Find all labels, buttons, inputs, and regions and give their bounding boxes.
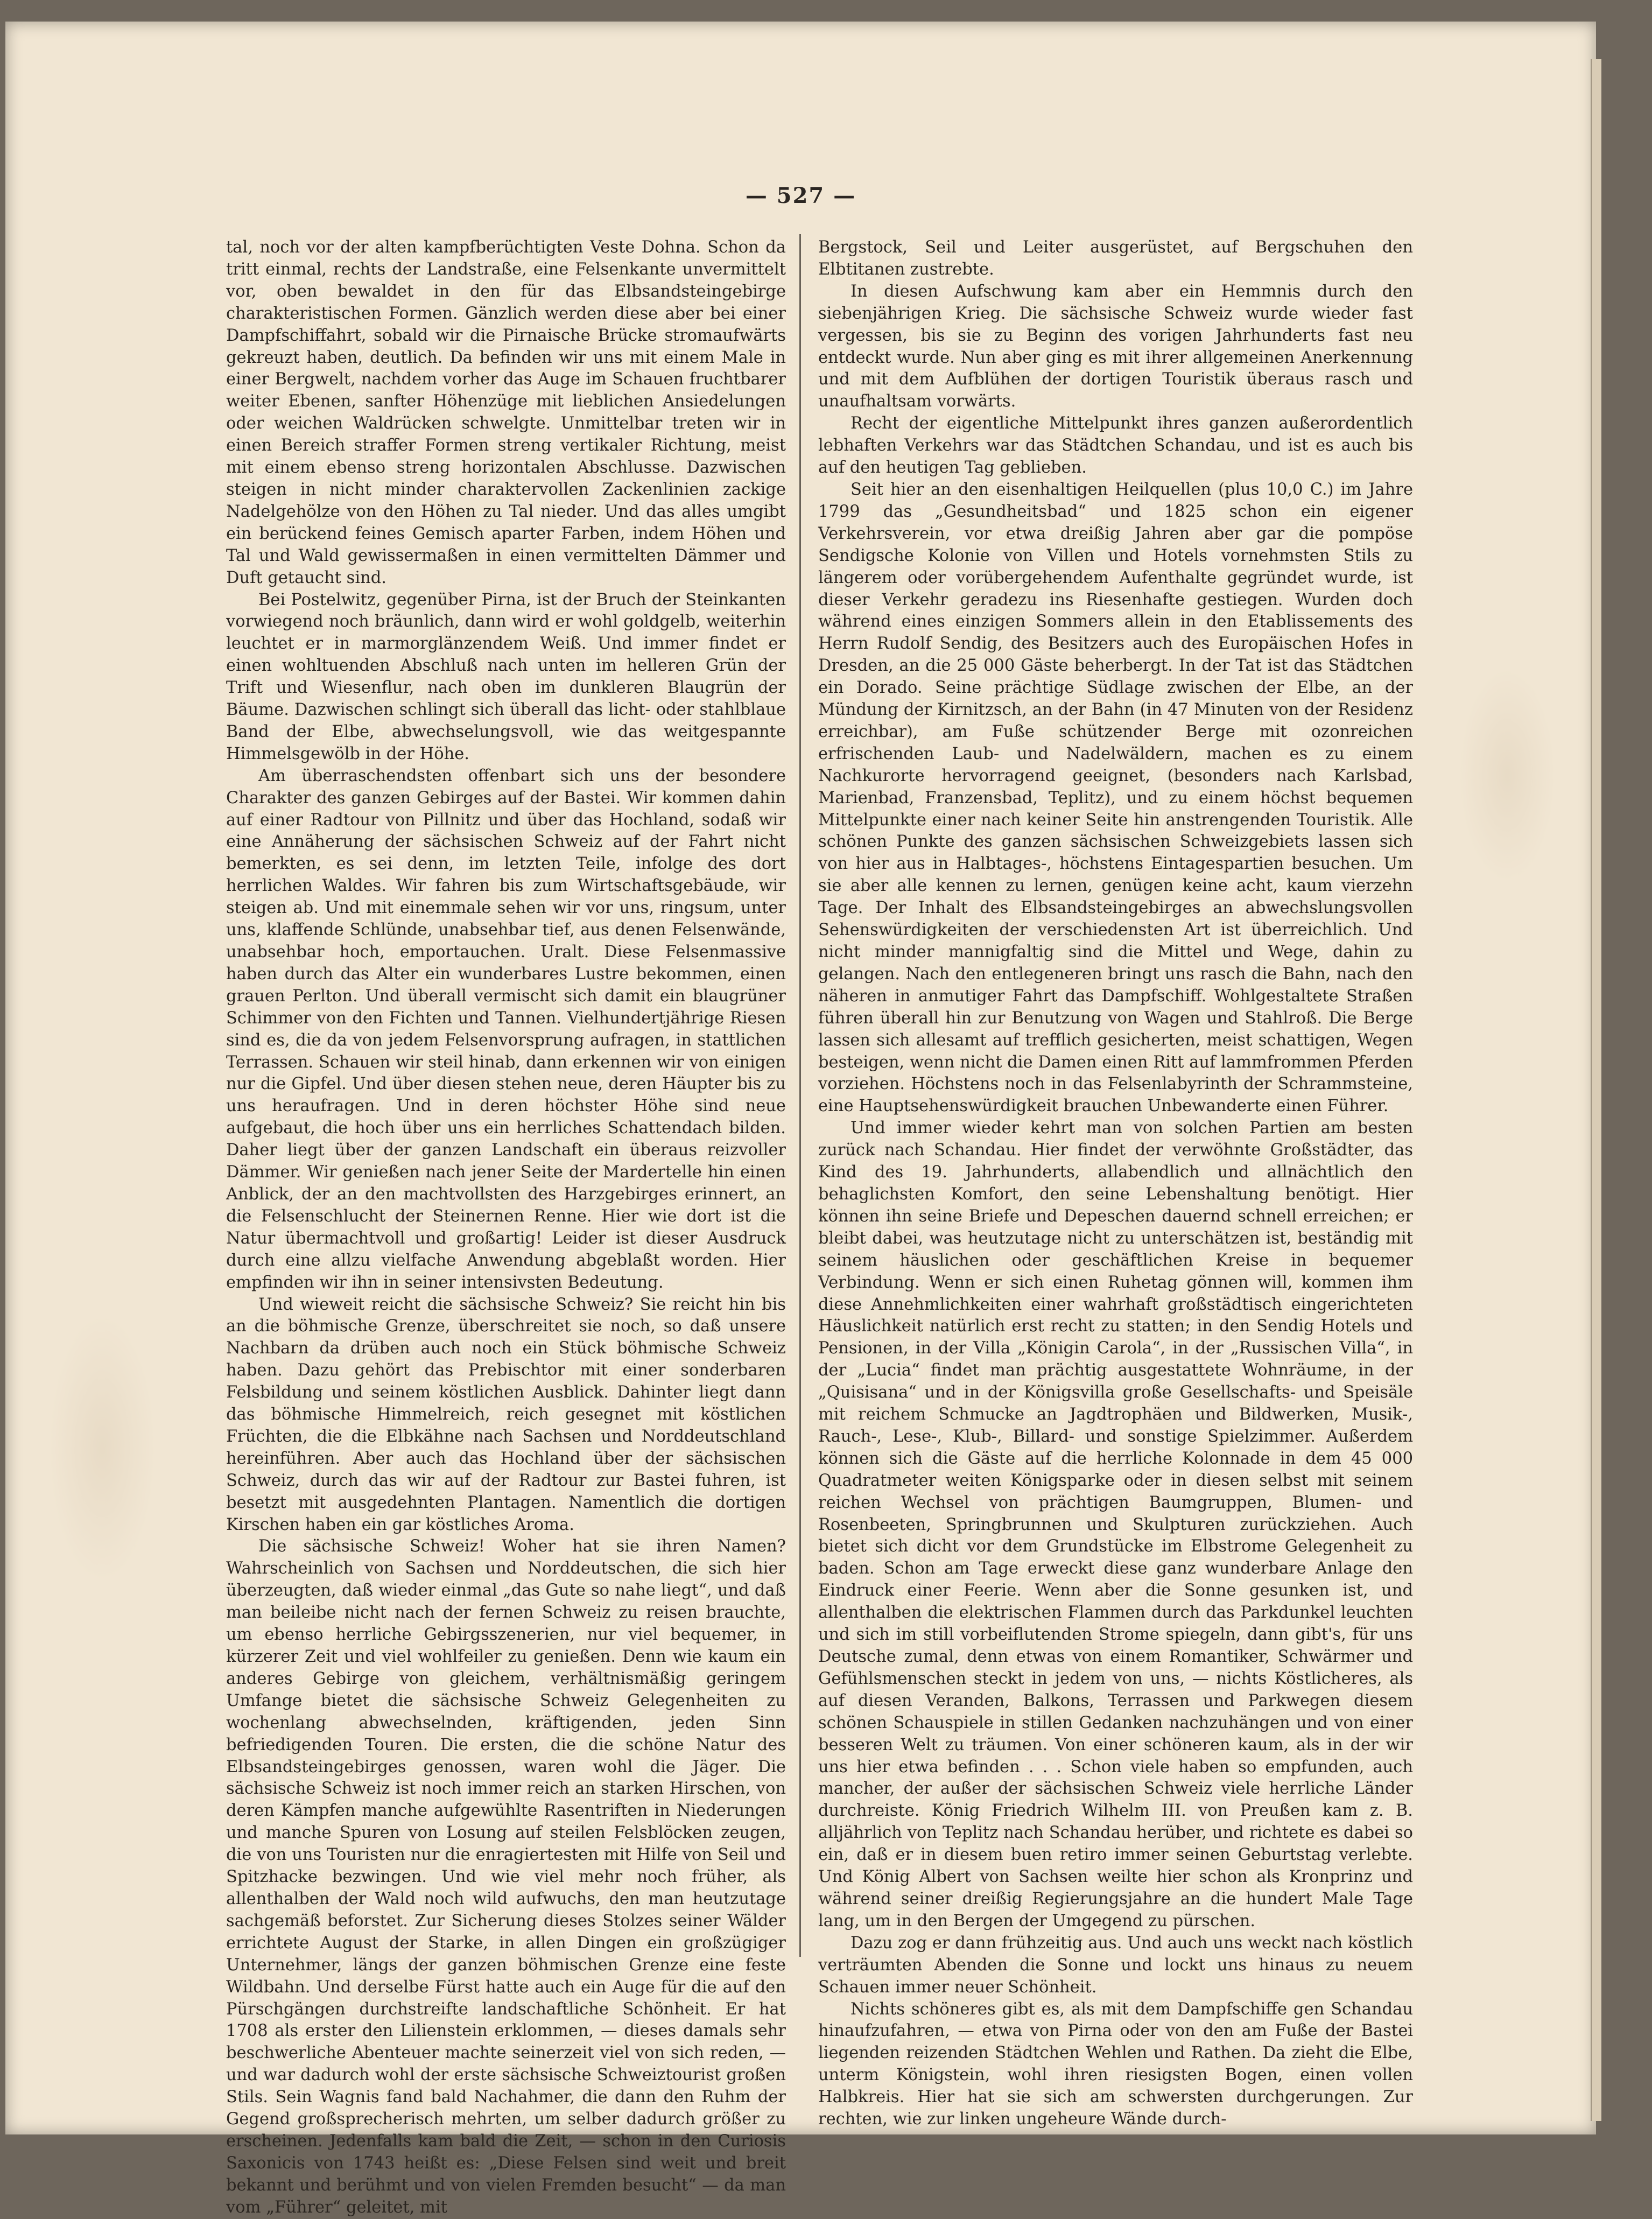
paragraph: Seit hier an den eisenhaltigen Heilquellen (plus 10,0 C.) im Jahre 1799 das „Gesundheitsbad“ und 1825 schon ein eigener Verkehrsverein, vor etwa dreißig Jahren aber gar die pompöse Sendigsche Kolonie von Villen und Hotels vornehmsten Stils zu längerem oder vorübergehendem Aufenthalte gegründet wurde, ist dieser Verkehr geradezu ins Riesenhafte gestiegen. Wurden doch während eines einzigen Sommers allein in den Etablissements des Herrn Rudolf Sendig, des Besitzers auch des Europäischen Hofes in Dresden, an die 25 000 Gäste beherbergt. In der Tat ist das Städtchen ein Dorado. Seine prächtige Südlage zwischen der Elbe, an der Mündung der Kirnitzsch, an der Bahn (in 47 Minuten von der Residenz erreichbar), am Fuße schützender Berge mit ozonreichen erfrischenden Laub- und Nadelwäldern, machen es zu einem Nachkurorte hervorragend geeignet, (besonders nach Karlsbad, Marienbad, Franzensbad, Teplitz), und zu einem höchst bequemen Mittelpunkte einer nach keiner Seite hin anstrengenden Touristik. Alle schönen Punkte des ganzen sächsischen Schweizgebiets lassen sich von hier aus in Halbtages-, höchstens Eintagespartien besuchen. Um sie aber alle kennen zu lernen, genügen keine acht, kaum vierzehn Tage. Der Inhalt des Elbsandsteingebirges an abwechslungsvollen Sehenswürdigkeiten der verschiedensten Art ist überreichlich. Und nicht minder mannigfaltig sind die Mittel und Wege, dahin zu gelangen. Nach den entlegeneren bringt uns rasch die Bahn, nach den näheren in anmutiger Fahrt das Dampfschiff. Wohlgestaltete Straßen führen überall hin zur Benutzung von Wagen und Stahlroß. Die Berge lassen sich allesamt auf trefflich gesicherten, meist schattigen, Wegen besteigen, wenn nicht die Damen einen Ritt auf lammfrommen Pferden vorziehen. Höchstens noch in das Felsenlabyrinth der Schrammsteine, eine Hauptsehenswürdigkeit brauchen Unbewanderte einen Führer.	[818, 480, 1413, 1116]
left-column	[226, 237, 786, 2217]
paragraph: tal, noch vor der alten kampfberüchtigten Veste Dohna. Schon da tritt einmal, rechts der Landstraße, eine Felsenkante unvermittelt vor, oben bewaldet in den für das Elbsandsteingebirge charakteristischen Formen. Gänzlich werden diese aber bei einer Dampfschiffahrt, sobald wir die Pirnaische Brücke stromaufwärts gekreuzt haben, deutlich. Da befinden wir uns mit einem Male in einer Bergwelt, nachdem vorher das Auge im Schauen fruchtbarer weiter Ebenen, sanfter Höhenzüge mit lieblichen Ansiedelungen oder weichen Waldrücken schwelgte. Unmittelbar treten wir in einen Bereich straffer Formen streng vertikaler Richtung, meist mit einem ebenso streng horizontalen Abschlusse. Dazwischen steigen in nicht minder charaktervollen Zackenlinien zackige Nadelgehölze von den Höhen zu Tal nieder. Und das alles umgibt ein berückend feines Gemisch aparter Farben, indem Höhen und Tal und Wald gewissermaßen in einen vermittelten Dämmer und Duft getaucht sind.	[226, 238, 786, 587]
page-edge	[1591, 59, 1601, 2121]
paragraph: Dazu zog er dann frühzeitig aus. Und auch uns weckt nach köstlich verträumten Abenden die Sonne und lockt uns hinaus zu neuem Schauen immer neuer Schönheit.	[818, 1933, 1413, 1997]
paragraph: Und wieweit reicht die sächsische Schweiz? Sie reicht hin bis an die böhmische Grenze, überschreitet sie noch, so daß unsere Nachbarn da drüben auch noch ein Stück böhmische Schweiz haben. Dazu gehört das Prebischtor mit einer sonderbaren Felsbildung und seinem köstlichen Ausblick. Dahinter liegt dann das böhmische Himmelreich, reich gesegnet mit köstlichen Früchten, die die Elbkähne nach Sachsen und Norddeutschland hereinführen. Aber auch das Hochland über der sächsischen Schweiz, durch das wir auf der Radtour zur Bastei fuhren, ist besetzt mit ausgedehnten Plantagen. Namentlich die dortigen Kirschen haben ein gar köstliches Aroma.	[226, 1295, 786, 1534]
paragraph: Recht der eigentliche Mittelpunkt ihres ganzen außerordentlich lebhaften Verkehrs war das Städtchen Schandau, und ist es auch bis auf den heutigen Tag geblieben.	[818, 414, 1413, 477]
paragraph: Nichts schöneres gibt es, als mit dem Dampfschiffe gen Schandau hinaufzufahren, — etwa von Pirna oder von den am Fuße der Bastei liegenden reizenden Städtchen Wehlen und Rathen. Da zieht die Elbe, unterm Königstein, wohl ihren riesigsten Bogen, einen vollen Halbkreis. Hier hat sie sich am schwersten durchgerungen. Zur rechten, wie zur linken ungeheure Wände durch-	[818, 1999, 1413, 2129]
newspaper-page	[5, 22, 1596, 2217]
paper-stain	[1459, 668, 1556, 883]
page-number: — 527 —	[745, 183, 856, 208]
column-divider	[799, 234, 801, 1957]
paper-stain	[48, 1314, 156, 1583]
paragraph: Bergstock, Seil und Leiter ausgerüstet, auf Bergschuhen den Elbtitanen zustrebte.	[818, 238, 1413, 279]
paragraph: Und immer wieder kehrt man von solchen Partien am besten zurück nach Schandau. Hier findet der verwöhnte Großstädter, das Kind des 19. Jahrhunderts, allabendlich und allnächtlich den behaglichsten Komfort, den seine Lebenshaltung benötigt. Hier können ihn seine Briefe und Depeschen dauernd schnell erreichen; er bleibt dabei, was heutzutage nicht zu unterschätzen ist, beständig mit seinem häuslichen oder geschäftlichen Kreise in bequemer Verbindung. Wenn er sich einen Ruhetag gönnen will, kommen ihm diese Annehmlichkeiten einer wahrhaft großstädtisch eingerichteten Häuslichkeit natürlich erst recht zu statten; in den Sendig Hotels und Pensionen, in der Villa „Königin Carola“, in der „Russischen Villa“, in der „Lucia“ findet man prächtig ausgestattete Wohnräume, in der „Quisisana“ und in der Königsvilla große Gesellschafts- und Speisäle mit reichem Schmucke an Jagdtrophäen und Bildwerken, Musik-, Rauch-, Lese-, Klub-, Billard- und sonstige Spielzimmer. Außerdem können sich die Gäste auf die herrliche Kolonnade in dem 45 000 Quadratmeter weiten Königsparke oder in diesen selbst mit seinem reichen Wechsel von prächtigen Baumgruppen, Blumen- und Rosenbeeten, Springbrunnen und Skulpturen zurückziehen. Auch bietet sich dicht vor dem Grundstücke im Elbstrome Gelegenheit zu baden. Schon am Tage erweckt diese ganz wunderbare Anlage den Eindruck einer Feerie. Wenn aber die Sonne gesunken ist, und allenthalben die elektrischen Flammen durch das Parkdunkel leuchten und sich im still vorbeiflutenden Strome spiegeln, dann gibt's, für uns Deutsche zumal, denn etwas von einem Romantiker, Schwärmer und Gefühlsmenschen steckt in jedem von uns, — nichts Köstlicheres, als auf diesen Veranden, Balkons, Terrassen und Parkwegen diesem schönen Schauspiele in stillen Gedanken nachzuhängen und von einer besseren Welt zu träumen. Von einer schöneren kaum, als in der wir uns hier etwa befinden . . . Schon viele haben so empfunden, auch mancher, der außer der sächsischen Schweiz viele herrliche Länder durchreiste. König Friedrich Wilhelm III. von Preußen kam z. B. alljährlich von Teplitz nach Schandau herüber, und richtete es dabei so ein, daß er in diesem buen retiro immer seinen Geburtstag verlebte. Und König Albert von Sachsen weilte hier schon als Kronprinz und während seiner dreißig Regierungsjahre an die hundert Male Tage lang, um in den Bergen der Umgegend zu pürschen.	[818, 1119, 1413, 1930]
paragraph: Die sächsische Schweiz! Woher hat sie ihren Namen? Wahrscheinlich von Sachsen und Norddeutschen, die sich hier überzeugten, daß wieder einmal „das Gute so nahe liegt“, und daß man beileibe nicht nach der fernen Schweiz zu reisen brauchte, um ebenso herrliche Gebirgsszenerien, nur viel bequemer, in kürzerer Zeit und viel wohlfeiler zu genießen. Denn wie kaum ein anderes Gebirge von gleichem, verhältnismäßig geringem Umfange bietet die sächsische Schweiz Gelegenheiten zu wochenlang abwechselnden, kräftigenden, jeden Sinn befriedigenden Touren. Die ersten, die die schöne Natur des Elbsandsteingebirges genossen, waren wohl die Jäger. Die sächsische Schweiz ist noch immer reich an starken Hirschen, von deren Kämpfen manche aufgewühlte Rasentriften in Niederungen und manche Spuren von Losung auf steilen Felsblöcken zeugen, die von uns Touristen nur die enragiertesten mit Hilfe von Seil und Spitzhacke bezwingen. Und wie viel mehr noch früher, als allenthalben der Wald noch wild aufwuchs, den man heutzutage sachgemäß beforstet. Zur Sicherung dieses Stolzes seiner Wälder errichtete August der Starke, in allen Dingen ein großzügiger Unternehmer, längs der ganzen böhmischen Grenze eine feste Wildbahn. Und derselbe Fürst hatte auch ein Auge für die auf den Pürschgängen durchstreifte landschaftliche Schönheit. Er hat 1708 als erster den Lilienstein erklommen, — dieses damals sehr beschwerliche Abenteuer machte seinerzeit viel von sich reden, — und war dadurch wohl der erste sächsische Schweiztourist großen Stils. Sein Wagnis fand bald Nachahmer, die dann den Ruhm der Gegend großsprecherisch mehrten, um selber dadurch größer zu erscheinen. Jedenfalls kam bald die Zeit, — schon in den Curiosis Saxonicis von 1743 heißt es: „Diese Felsen sind weit und breit bekannt und berühmt und von vielen Fremden besucht“ — da man vom „Führer“ geleitet, mit	[226, 1537, 786, 2217]
paragraph: In diesen Aufschwung kam aber ein Hemmnis durch den siebenjährigen Krieg. Die sächsische Schweiz wurde wieder fast vergessen, bis sie zu Beginn des vorigen Jahrhunderts fast neu entdeckt wurde. Nun aber ging es mit ihrer allgemeinen Anerkennung und mit dem Aufblühen der dortigen Touristik überaus rasch und unaufhaltsam vorwärts.	[818, 282, 1413, 411]
right-column	[818, 237, 1413, 2129]
paragraph: Am überraschendsten offenbart sich uns der besondere Charakter des ganzen Gebirges auf der Bastei. Wir kommen dahin auf einer Radtour von Pillnitz und über das Hochland, sodaß wir eine Annäherung der sächsischen Schweiz auf der Fahrt nicht bemerkten, es sei denn, im letzten Teile, infolge des dort herrlichen Waldes. Wir fahren bis zum Wirtschaftsgebäude, wir steigen ab. Und mit einemmale sehen wir vor uns, ringsum, unter uns, klaffende Schlünde, unabsehbar tief, aus denen Felsenwände, unabsehbar hoch, emportauchen. Uralt. Diese Felsenmassive haben durch das Alter ein wunderbares Lustre bekommen, einen grauen Perlton. Und überall vermischt sich damit ein blaugrüner Schimmer von den Fichten und Tannen. Vielhundertjährige Riesen sind es, die da von jedem Felsenvorsprung aufragen, in stattlichen Terrassen. Schauen wir steil hinab, dann erkennen wir von einigen nur die Gipfel. Und über diesen stehen neue, deren Häupter bis zu uns heraufragen. Und in deren höchster Höhe sind neue aufgebaut, die hoch über uns ein herrliches Schattendach bilden. Daher liegt über der ganzen Landschaft ein überaus reizvoller Dämmer. Wir genießen nach jener Seite der Mardertelle hin einen Anblick, der an den machtvollsten des Harzgebirges erinnert, an die Felsenschlucht der Steinernen Renne. Hier wie dort ist die Natur übermachtvoll und großartig! Leider ist dieser Ausdruck durch eine allzu vielfache Anwendung abgeblaßt worden. Hier empfinden wir ihn in seiner intensivsten Bedeutung.	[226, 766, 786, 1292]
paragraph: Bei Postelwitz, gegenüber Pirna, ist der Bruch der Steinkanten vorwiegend noch bräunlich, dann wird er wohl goldgelb, weiterhin leuchtet er in marmorglänzendem Weiß. Und immer findet er einen wohltuenden Abschluß nach unten im helleren Grün der Trift und Wiesenflur, nach oben im dunkleren Blaugrün der Bäume. Dazwischen schlingt sich überall das licht- oder stahlblaue Band der Elbe, abwechselungsvoll, wie das weitgespannte Himmelsgewölb in der Höhe.	[226, 590, 786, 763]
